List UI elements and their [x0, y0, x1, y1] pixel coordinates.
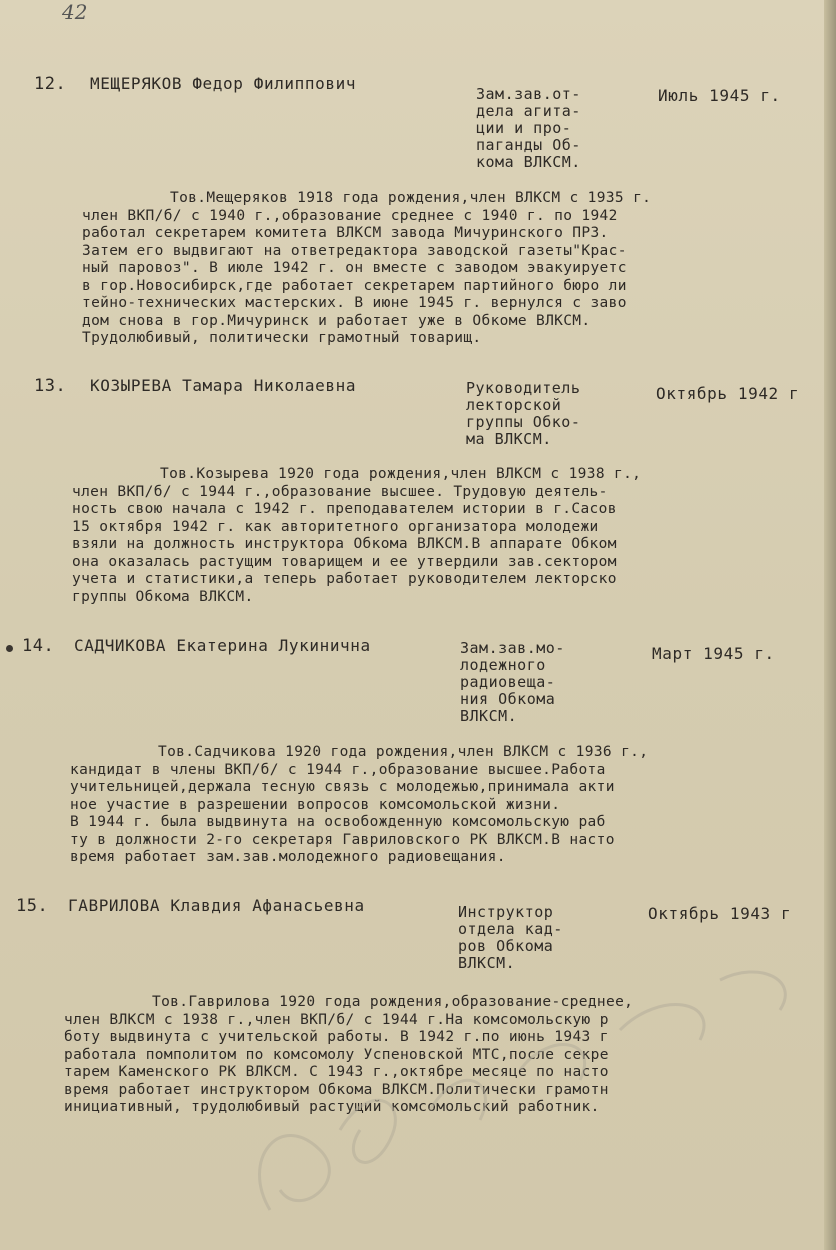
text-line: ный паровоз". В июле 1942 г. он вместе с заводом эвакуируетс — [82, 260, 627, 276]
position-line: отдела кад- — [458, 920, 563, 938]
position-line: дела агита- — [476, 102, 581, 120]
person-name: КОЗЫРЕВА Тамара Николаевна — [90, 376, 357, 395]
position-line: кома ВЛКСМ. — [476, 153, 581, 171]
person-name: МЕЩЕРЯКОВ Федор Филиппович — [90, 74, 357, 93]
text-line: время работает зам.зав.молодежного радиовещания. — [70, 849, 506, 865]
position-line: ции и про- — [476, 119, 572, 137]
page-number: 42 — [62, 0, 88, 24]
text-line: Тов.Козырева 1920 года рождения,член ВЛКСМ с 1938 г., — [160, 466, 642, 482]
text-line: дом снова в гор.Мичуринск и работает уже в Обкоме ВЛКСМ. — [82, 312, 591, 329]
appointment-date: Март 1945 г. — [652, 644, 775, 663]
biography-text — [70, 744, 828, 867]
entry-number: 15. — [16, 896, 49, 916]
text-line: группы Обкома ВЛКСМ. — [72, 588, 254, 605]
appointment-date: Июль 1945 г. — [658, 86, 781, 105]
position-line: ВЛКСМ. — [460, 707, 518, 725]
position-block — [466, 380, 580, 448]
text-line: ное участие в разрешении вопросов комсомольской жизни. — [70, 796, 561, 813]
position-line: ВЛКСМ. — [458, 954, 516, 972]
text-line: тарем Каменского РК ВЛКСМ. С 1943 г.,октябре месяце по насто — [64, 1064, 609, 1080]
biography-text — [64, 994, 828, 1117]
position-line: лодежного — [460, 656, 546, 674]
position-line: группы Обко- — [466, 413, 581, 431]
text-line: член ВКП/б/ с 1944 г.,образование высшее. Трудовую деятель- — [72, 483, 608, 500]
text-line: кандидат в члены ВКП/б/ с 1944 г.,образование высшее.Работа — [70, 761, 606, 778]
entry-number: 14. — [22, 636, 55, 656]
person-name: ГАВРИЛОВА Клавдия Афанасьевна — [68, 896, 365, 915]
text-line: взяли на должность инструктора Обкома ВЛКСМ.В аппарате Обком — [72, 536, 617, 552]
text-line: учительницей,держала тесную связь с молодежью,принимала акти — [70, 779, 615, 795]
appointment-date: Октябрь 1943 г — [648, 904, 792, 923]
position-line: Зам.зав.от- — [476, 85, 581, 103]
position-block — [458, 904, 563, 972]
position-line: ма ВЛКСМ. — [466, 430, 552, 448]
entry-number: 12. — [34, 74, 67, 94]
text-line: Затем его выдвигают на ответредактора заводской газеты"Крас- — [82, 242, 627, 259]
text-line: 15 октября 1942 г. как авторитетного организатора молодежи — [72, 518, 599, 535]
text-line: она оказалась растущим товарищем и ее утвердили зав.сектором — [72, 553, 617, 570]
text-line: работал секретарем комитета ВЛКСМ завода Мичуринского ПРЗ. — [82, 225, 609, 241]
text-line: Тов.Гаврилова 1920 года рождения,образование-среднее, — [152, 994, 634, 1010]
ink-dot — [6, 645, 13, 652]
position-line: ров Обкома — [458, 937, 554, 955]
appointment-date: Октябрь 1942 г — [656, 384, 800, 403]
entry-number: 13. — [34, 376, 67, 396]
biography-text — [72, 466, 828, 606]
biography-text — [82, 190, 828, 348]
person-name: САДЧИКОВА Екатерина Лукинична — [74, 636, 371, 655]
position-block — [476, 86, 581, 171]
text-line: время работает инструктором Обкома ВЛКСМ.Политически грамотн — [64, 1081, 609, 1098]
text-line: боту выдвинута с учительской работы. В 1942 г.по июнь 1943 г — [64, 1029, 609, 1045]
text-line: инициативный, трудолюбивый растущий комсомольский работник. — [64, 1099, 600, 1115]
text-line: Тов.Мещеряков 1918 года рождения,член ВЛКСМ с 1935 г. — [170, 190, 652, 206]
position-line: лекторской — [466, 396, 562, 414]
text-line: учета и статистики,а теперь работает руководителем лекторско — [72, 571, 617, 587]
text-line: Тов.Садчикова 1920 года рождения,член ВЛКСМ с 1936 г., — [158, 744, 649, 760]
position-line: радиовеща- — [460, 673, 556, 691]
position-line: Инструктор — [458, 903, 554, 921]
text-line: член ВЛКСМ с 1938 г.,член ВКП/б/ с 1944 г.На комсомольскую р — [64, 1011, 609, 1028]
text-line: член ВКП/б/ с 1940 г.,образование среднее с 1940 г. по 1942 — [82, 207, 618, 224]
text-line: В 1944 г. была выдвинута на освобожденную комсомольскую раб — [70, 814, 606, 830]
text-line: работала помполитом по комсомолу Успеновской МТС,после секре — [64, 1046, 609, 1063]
position-line: ния Обкома — [460, 690, 556, 708]
position-line: Зам.зав.мо- — [460, 639, 565, 657]
text-line: в гор.Новосибирск,где работает секретарем партийного бюро ли — [82, 277, 627, 294]
text-line: ность свою начала с 1942 г. преподавателем истории в г.Сасов — [72, 501, 617, 517]
position-line: Руководитель — [466, 379, 581, 397]
position-line: паганды Об- — [476, 136, 581, 154]
position-block — [460, 640, 565, 725]
text-line: Трудолюбивый, политически грамотный товарищ. — [82, 330, 482, 346]
text-line: тейно-технических мастерских. В июне 1945 г. вернулся с заво — [82, 295, 627, 311]
text-line: ту в должности 2-го секретаря Гавриловского РК ВЛКСМ.В насто — [70, 831, 615, 848]
